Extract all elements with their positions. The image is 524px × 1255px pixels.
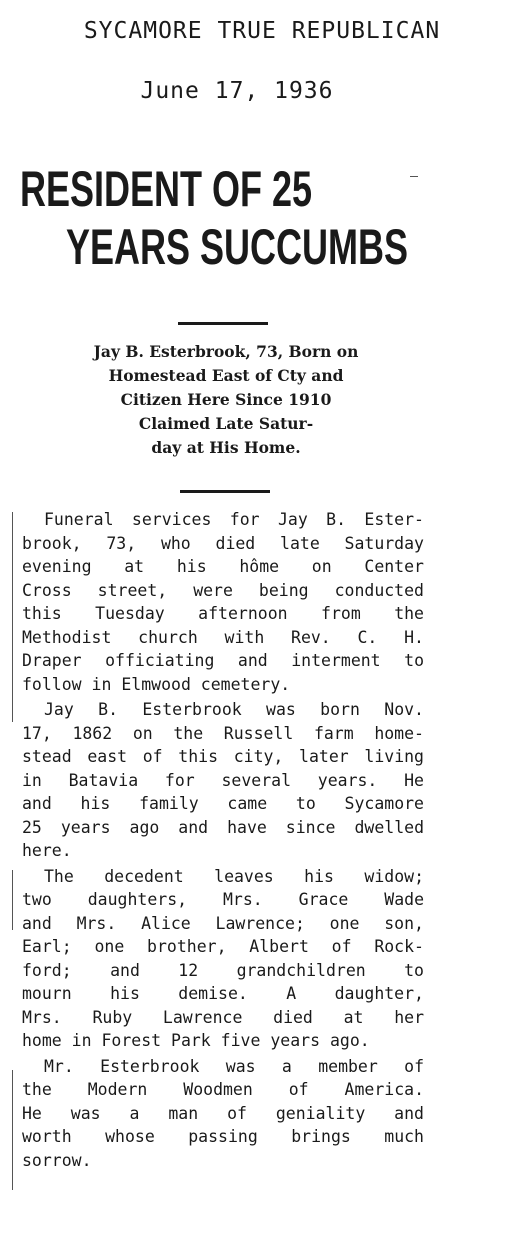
text-line: and Mrs. Alice Lawrence; one son, xyxy=(22,913,424,933)
text-line: mourn his demise. A daughter, xyxy=(22,984,424,1003)
text-line: Methodist church with Rev. C. H. xyxy=(22,627,424,647)
text-line: this Tuesday afternoon from the xyxy=(22,604,424,623)
headline-line-1: RESIDENT OF 25 xyxy=(20,161,313,217)
text-line: the Modern Woodmen of America. xyxy=(22,1080,424,1099)
paragraph xyxy=(22,1055,424,1173)
text-line: He was a man of geniality and xyxy=(22,1103,424,1123)
deck-line: Homestead East of Cty and xyxy=(108,366,344,385)
deck-line: Citizen Here Since 1910 xyxy=(120,390,332,409)
text-line: home in Forest Park five years ago. xyxy=(22,1031,370,1050)
text-line: sorrow. xyxy=(22,1150,92,1170)
text-line: and his family came to Sycamore xyxy=(22,794,424,813)
article-body xyxy=(22,508,424,1174)
deck-line: Jay B. Esterbrook, 73, Born on xyxy=(93,342,359,361)
text-line: ford; and 12 grandchildren to xyxy=(22,960,424,980)
issue-date: June 17, 1936 xyxy=(140,78,334,104)
deck xyxy=(28,340,424,460)
text-line: Mrs. Ruby Lawrence died at her xyxy=(22,1007,424,1027)
text-line: Draper officiating and interment to xyxy=(22,651,424,670)
masthead: SYCAMORE TRUE REPUBLICAN xyxy=(83,18,441,44)
headline xyxy=(20,162,440,282)
text-line: 17, 1862 on the Russell farm home- xyxy=(22,723,424,743)
text-line: in Batavia for several years. He xyxy=(22,770,424,790)
paragraph xyxy=(22,508,424,696)
margin-mark xyxy=(12,1070,13,1190)
text-line: The decedent leaves his widow; xyxy=(44,866,424,886)
deck-line: Claimed Late Satur- xyxy=(138,414,314,433)
text-line: Cross street, were being conducted xyxy=(22,580,424,600)
scan-mark xyxy=(410,176,418,177)
text-line: brook, 73, who died late Saturday xyxy=(22,533,424,553)
text-line: worth whose passing brings much xyxy=(22,1127,424,1146)
text-line: 25 years ago and have since dwelled xyxy=(22,817,424,837)
margin-mark xyxy=(12,512,13,722)
text-line: Earl; one brother, Albert of Rock- xyxy=(22,937,424,956)
headline-rule xyxy=(178,322,268,325)
margin-mark xyxy=(12,870,13,930)
text-line: two daughters, Mrs. Grace Wade xyxy=(22,890,424,909)
text-line: Mr. Esterbrook was a member of xyxy=(44,1056,424,1076)
paragraph xyxy=(22,865,424,1053)
text-line: follow in Elmwood cemetery. xyxy=(22,674,291,694)
text-line: evening at his hôme on Center xyxy=(22,557,424,576)
text-line: stead east of this city, later living xyxy=(22,747,424,766)
text-line: here. xyxy=(22,841,72,860)
headline-line-2: YEARS SUCCUMBS xyxy=(66,219,409,275)
text-line: Jay B. Esterbrook was born Nov. xyxy=(44,700,424,719)
deck-line: day at His Home. xyxy=(151,438,301,457)
deck-rule xyxy=(180,490,270,493)
text-line: Funeral services for Jay B. Ester- xyxy=(44,510,424,529)
paragraph xyxy=(22,698,424,863)
